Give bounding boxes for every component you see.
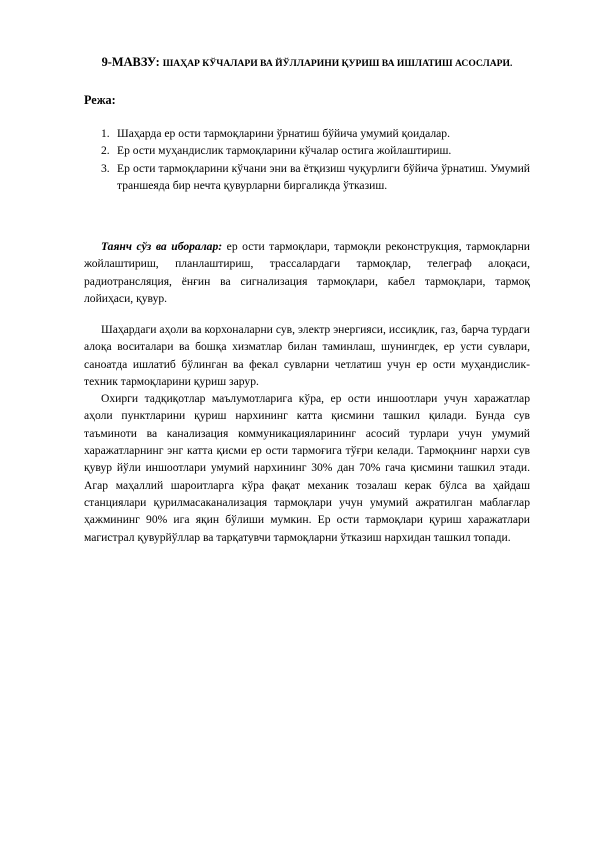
plan-item-number: 3. [101,161,110,175]
keywords-paragraph [84,238,530,307]
title-text: ШАҲАР КЎЧАЛАРИ ВА ЙЎЛЛАРИНИ ҚУРИШ ВА ИШЛАТИШ АСОСЛАРИ. [162,58,513,69]
plan-item-text: Ер ости муҳандислик тармоқларини кўчалар остига жойлаштириш. [117,144,452,158]
plan-item-number: 2. [101,144,110,158]
plan-item [84,142,530,159]
page-title [84,55,530,72]
plan-heading: Режа: [84,93,116,107]
body-paragraph: Охирги тадқиқотлар маълумотларига кўра, ер ости иншоотлари учун харажатлар аҳоли пунктларини қуриш нархининг катта қисмини ташкил қилади. Бунда сув таъминоти ва канализация коммуникацияларининг асосий турлари учун умумий харажатларнинг энг катта қисми ер ости тармоғига тўғри келади. Тармоқнинг нархи сув қувур йўли иншоотлари умумий нархининг 30% дан 70% гача қисмини ташкил этади. Агар маҳаллий шароитларга кўра фақат механик тозалаш керак бўлса ва ҳайдаш станциялари қурилмасаканализация тармоқлари учун умумий ажратилган маблағлар ҳажмининг 90% ига яқин бўлиши мумкин. Ер ости тармоқлари қуриш харажатлари магистрал қувурйўллар ва тарқатувчи тармоқларни ўтказиш нархидан ташкил топади. [84,392,530,544]
body-paragraph: Шаҳардаги аҳоли ва корхоналарни сув, электр энергияси, иссиқлик, газ, барча турдаги алоқа воситалари ва бошқа хизматлар билан таминлаш, шунингдек, ер усти сувлари, саноатда ишлатиб бўлинган ва фекал сувларни четлатиш учун ер ости муҳандислик-техник тармоқларини қуриш зарур. [84,323,530,388]
title-number: 9-МАВЗУ: [101,55,160,69]
keywords-label: Таянч сўз ва иборалар: [101,240,223,253]
plan-item [84,160,530,195]
plan-item-number: 1. [101,127,110,140]
keywords-text: ер ости тармоқлари, тармоқли реконструкция, тармоқларни жойлаштириш, планлаштириш, трассалардаги тармоқлар, телеграф алоқаси, радиотрансляция, ёнғин ва сигнализация тармоқлари, кабел тармоқлари, тармоқ лойиҳаси, қувур. [84,240,530,305]
plan-item [84,125,530,142]
plan-item-text: Шаҳарда ер ости тармоқларини ўрнатиш бўйича умумий қоидалар. [117,127,450,140]
body-text [84,321,530,546]
plan-item-text: Ер ости тармоқларини кўчани эни ва ётқизиш чуқурлиги бўйича ўрнатиш. Умумий траншеяда бир нечта қувурларни биргаликда ўтказиш. [117,161,530,192]
plan-list [84,125,530,194]
